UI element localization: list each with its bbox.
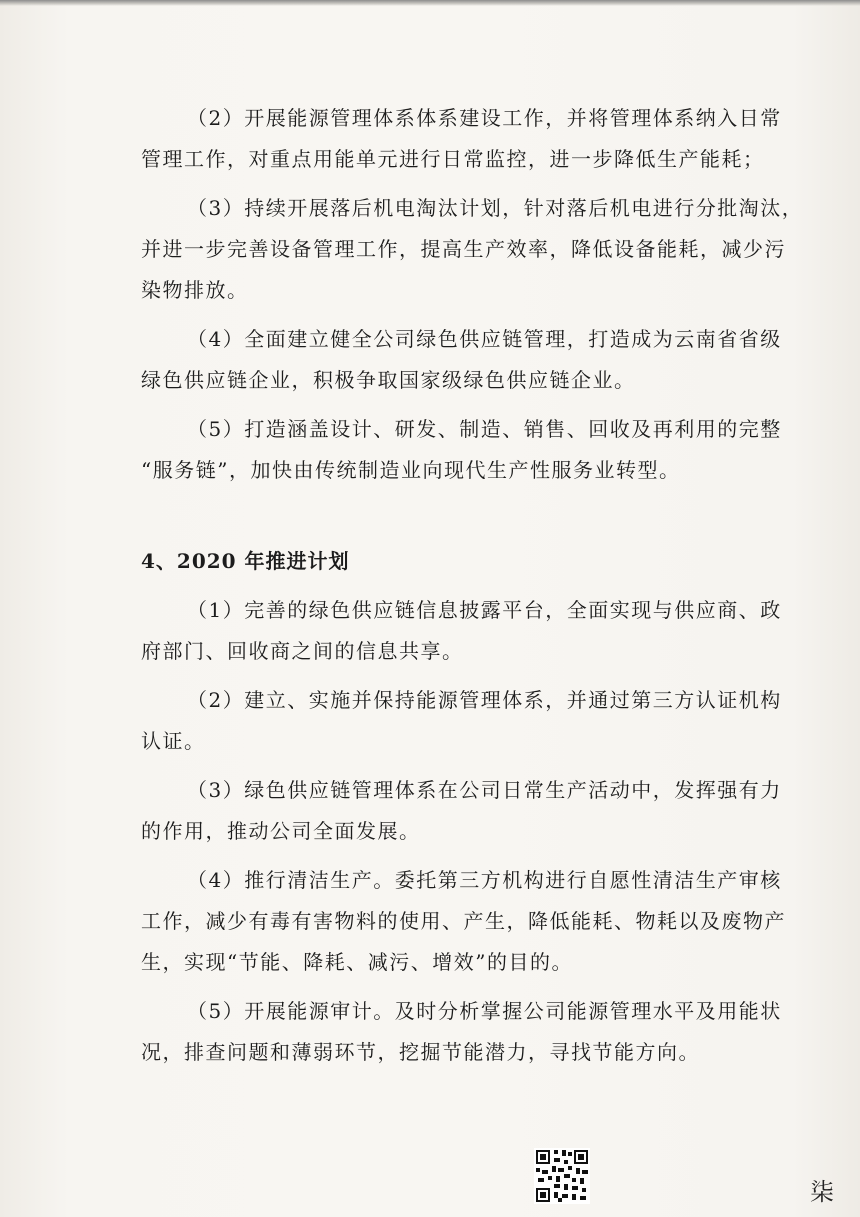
page-number-mark: 柒 (810, 1178, 834, 1206)
text-line: “服务链”，加快由传统制造业向现代生产性服务业转型。 (141, 458, 681, 482)
text-line: 府部门、回收商之间的信息共享。 (141, 639, 464, 663)
text-line: （2）开展能源管理体系体系建设工作，并将管理体系纳入日常 (187, 106, 782, 130)
text-line: （3）绿色供应链管理体系在公司日常生产活动中，发挥强有力 (187, 778, 782, 802)
text-line: （2）建立、实施并保持能源管理体系，并通过第三方认证机构 (187, 688, 782, 712)
paragraph-plan-5 (141, 991, 782, 1073)
paragraph-energy-management (141, 98, 782, 180)
paragraph-plan-2 (141, 680, 782, 762)
text-line: （1）完善的绿色供应链信息披露平台，全面实现与供应商、政 (187, 598, 782, 622)
text-line: 染物排放。 (141, 278, 249, 302)
text-line: 况，排查问题和薄弱环节，挖掘节能潜力，寻找节能方向。 (141, 1040, 700, 1064)
text-line: （3）持续开展落后机电淘汰计划，针对落后机电进行分批淘汰， (187, 196, 804, 220)
section-heading: 4、2020 年推进计划 (141, 549, 350, 573)
text-line: 的作用，推动公司全面发展。 (141, 819, 421, 843)
qr-code (534, 1148, 590, 1204)
text-line: （4）推行清洁生产。委托第三方机构进行自愿性清洁生产审核 (187, 868, 782, 892)
paragraph-plan-4 (141, 860, 786, 983)
text-line: （5）打造涵盖设计、研发、制造、销售、回收及再利用的完整 (187, 417, 782, 441)
document-body (141, 98, 804, 1073)
text-line: （4）全面建立健全公司绿色供应链管理，打造成为云南省省级 (187, 327, 782, 351)
text-line: 生，实现“节能、降耗、减污、增效”的目的。 (141, 950, 573, 974)
text-line: 并进一步完善设备管理工作，提高生产效率，降低设备能耗，减少污 (141, 237, 786, 261)
paragraph-plan-3 (141, 770, 782, 852)
paragraph-green-supply-chain (141, 319, 782, 401)
text-line: 工作，减少有毒有害物料的使用、产生，降低能耗、物耗以及废物产 (141, 909, 786, 933)
paragraph-equipment-elimination (141, 188, 804, 311)
paragraph-plan-1 (141, 590, 782, 672)
scan-top-edge (0, 0, 860, 6)
text-line: 认证。 (141, 729, 206, 753)
text-line: 绿色供应链企业，积极争取国家级绿色供应链企业。 (141, 368, 636, 392)
text-line: （5）开展能源审计。及时分析掌握公司能源管理水平及用能状 (187, 999, 782, 1023)
text-line: 管理工作，对重点用能单元进行日常监控，进一步降低生产能耗； (141, 147, 765, 171)
paragraph-service-chain (141, 409, 782, 491)
